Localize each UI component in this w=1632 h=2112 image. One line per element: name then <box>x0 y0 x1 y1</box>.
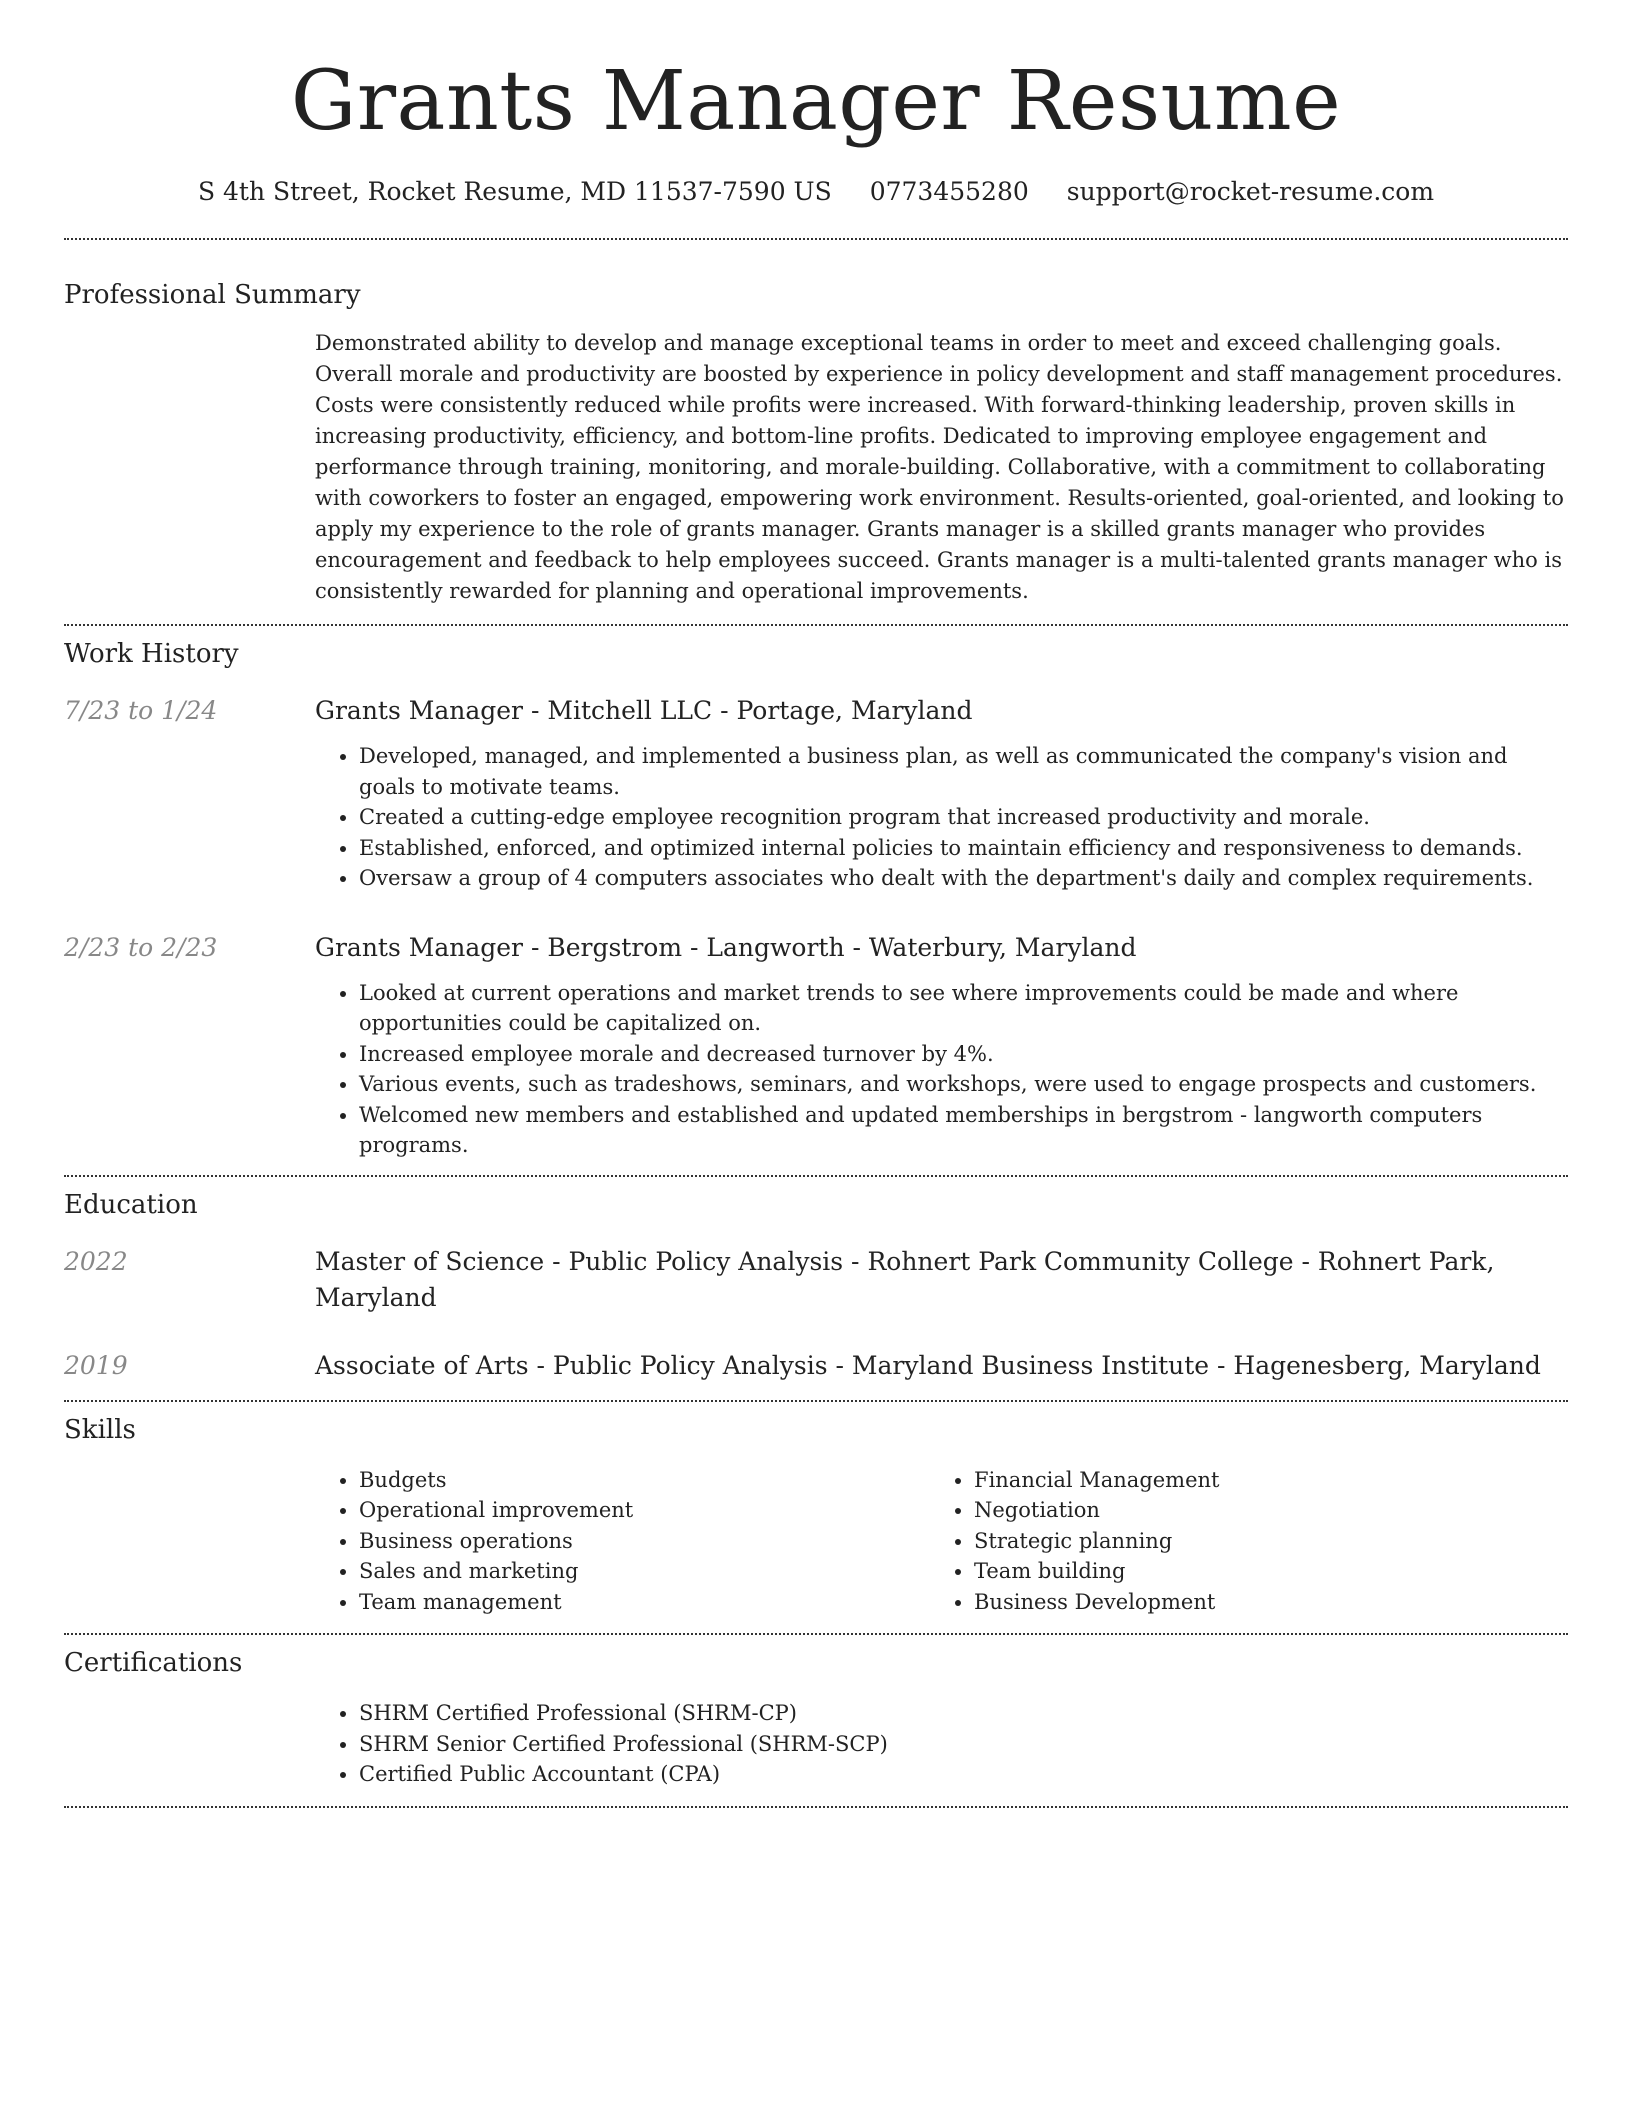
job-bullets <box>315 978 1568 1161</box>
summary-section <box>64 278 1568 607</box>
skill-item: • Business Development <box>974 1587 1545 1618</box>
certification-item: • Certified Public Accountant (CPA) <box>359 1759 1459 1790</box>
summary-text: Demonstrated ability to develop and manage exceptional teams in order to meet and exceed challenging goals. Overall morale and productivity are boosted by experience in policy development and staff management procedures. Costs were consistently reduced while profits were increased. With forward-thinking leadership, proven skills in increasing productivity, efficiency, and bottom-line profits. Dedicated to improving employee engagement and performance through training, monitoring, and morale-building. Collaborative, with a commitment to collaborating with coworkers to foster an engaged, empowering work environment. Results-oriented, goal-oriented, and looking to apply my experience to the role of grants manager. Grants manager is a skilled grants manager who provides encouragement and feedback to help employees succeed. Grants manager is a multi-talented grants manager who is consistently rewarded for planning and operational improvements. <box>315 331 1564 603</box>
job-entry <box>64 930 1568 1161</box>
summary-heading: Professional Summary <box>64 280 361 310</box>
certifications-column <box>315 1698 1568 1790</box>
certification-item: • SHRM Certified Professional (SHRM-CP) <box>359 1698 1459 1729</box>
resume-title: Grants Manager Resume <box>290 54 1342 149</box>
resume-page <box>64 0 1568 1808</box>
job-bullet: • Created a cutting-edge employee recognition program that increased productivity and morale. <box>359 802 1568 833</box>
job-bullet: • Established, enforced, and optimized internal policies to maintain efficiency and responsiveness to demands. <box>359 833 1568 864</box>
skill-item: • Business operations <box>359 1526 930 1557</box>
skill-item: • Financial Management <box>974 1465 1545 1496</box>
skill-item: • Team building <box>974 1556 1545 1587</box>
education-line <box>315 1348 1568 1384</box>
education-entry <box>64 1244 1568 1316</box>
job-bullet: • Oversaw a group of 4 computers associates who dealt with the department's daily and complex requirements. <box>359 863 1568 894</box>
education-degree: Associate of Arts - Public Policy Analysis <box>315 1350 828 1380</box>
education-year: 2019 <box>64 1350 128 1380</box>
divider <box>64 1806 1568 1808</box>
certifications-section <box>64 1646 1568 1790</box>
skill-item: • Strategic planning <box>974 1526 1545 1557</box>
skill-item: • Team management <box>359 1587 930 1618</box>
skill-item: • Sales and marketing <box>359 1556 930 1587</box>
education-heading: Education <box>64 1189 198 1220</box>
education-year: 2022 <box>64 1246 128 1276</box>
education-entry <box>64 1348 1568 1384</box>
certification-item: • SHRM Senior Certified Professional (SHRM-SCP) <box>359 1729 1459 1760</box>
skills-section <box>64 1413 1568 1618</box>
divider <box>64 1400 1568 1402</box>
skill-item: • Negotiation <box>974 1495 1545 1526</box>
contact-email: support@rocket-resume.com <box>1066 177 1435 206</box>
job-bullet: • Increased employee morale and decreased turnover by 4%. <box>359 1039 1568 1070</box>
certifications-list <box>315 1698 1459 1790</box>
job-dates: 7/23 to 1/24 <box>64 696 218 725</box>
job-title: Grants Manager - Bergstrom - Langworth - Waterbury, Maryland <box>315 932 1137 962</box>
job-bullet: • Welcomed new members and established and updated memberships in bergstrom - langworth computers programs. <box>359 1100 1568 1161</box>
work-section <box>64 637 1568 1161</box>
contact-address: S 4th Street, Rocket Resume, MD 11537-7590 US <box>197 177 832 206</box>
skill-item: • Operational improvement <box>359 1495 930 1526</box>
job-bullet: • Various events, such as tradeshows, seminars, and workshops, were used to engage prospects and customers. <box>359 1069 1568 1100</box>
job-bullet: • Developed, managed, and implemented a business plan, as well as communicated the company's vision and goals to motivate teams. <box>359 741 1568 802</box>
contact-line <box>64 172 1568 212</box>
divider <box>64 624 1568 626</box>
job-bullet: • Looked at current operations and market trends to see where improvements could be made and where opportunities could be capitalized on. <box>359 978 1568 1039</box>
job-bullets <box>315 741 1568 894</box>
education-degree: Master of Science - Public Policy Analysis <box>315 1246 844 1276</box>
certifications-heading: Certifications <box>64 1648 243 1678</box>
work-heading: Work History <box>64 639 239 669</box>
skills-list-left <box>315 1465 930 1618</box>
skills-columns <box>315 1465 1568 1618</box>
education-school: - Rohnert Park Community College - Rohnert Park, Maryland <box>315 1246 1495 1312</box>
education-line <box>315 1244 1568 1316</box>
education-school: - Maryland Business Institute - Hagenesberg, Maryland <box>827 1350 1541 1380</box>
contact-phone: 0773455280 <box>869 177 1029 206</box>
divider <box>64 1633 1568 1635</box>
skill-item: • Budgets <box>359 1465 930 1496</box>
skills-heading: Skills <box>64 1414 136 1445</box>
job-entry <box>64 693 1568 894</box>
divider <box>64 1175 1568 1177</box>
job-title: Grants Manager - Mitchell LLC - Portage, Maryland <box>315 696 973 725</box>
job-dates: 2/23 to 2/23 <box>64 932 218 962</box>
skills-list-right <box>930 1465 1545 1618</box>
divider <box>64 238 1568 240</box>
education-section <box>64 1188 1568 1384</box>
